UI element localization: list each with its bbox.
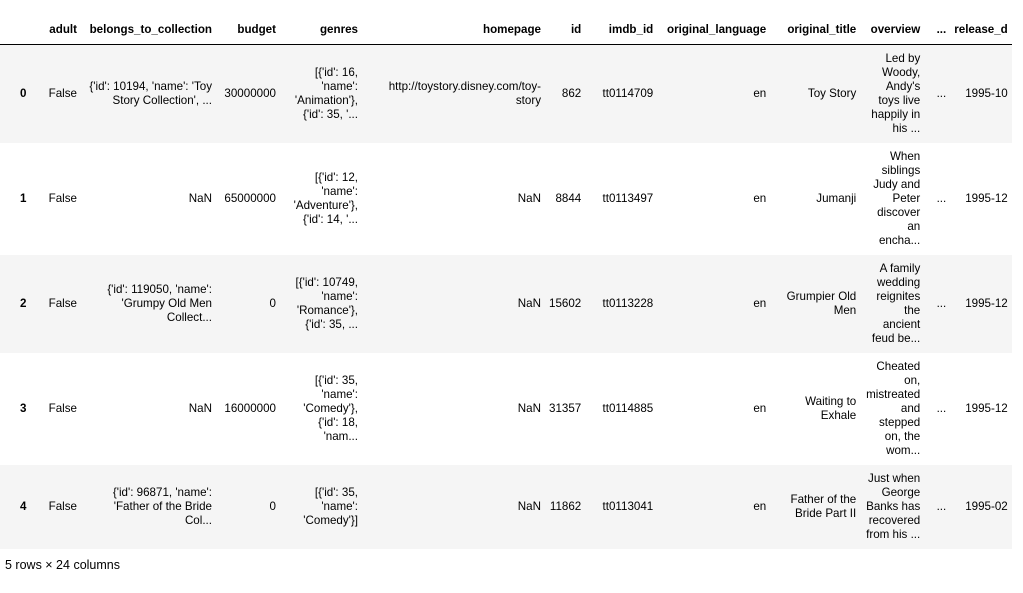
column-header-genres: genres xyxy=(280,16,362,45)
cell-id: 15602 xyxy=(545,255,585,353)
cell-homepage: NaN xyxy=(362,465,545,549)
cell-original-language: en xyxy=(657,45,770,143)
cell-id: 11862 xyxy=(545,465,585,549)
cell-original-title: Father of the Bride Part II xyxy=(770,465,860,549)
cell-overview: When siblings Judy and Peter discover an encha... xyxy=(860,143,924,255)
column-header-belongs-to-collection: belongs_to_collection xyxy=(81,16,216,45)
cell-adult: False xyxy=(36,255,81,353)
cell-adult: False xyxy=(36,143,81,255)
column-header-homepage: homepage xyxy=(362,16,545,45)
row-index: 4 xyxy=(0,465,36,549)
cell-original-title: Waiting to Exhale xyxy=(770,353,860,465)
table-row xyxy=(0,255,1012,353)
column-header-imdb-id: imdb_id xyxy=(585,16,657,45)
cell-budget: 16000000 xyxy=(216,353,280,465)
index-header xyxy=(0,16,36,45)
cell-release-date: 1995-10 xyxy=(950,45,1012,143)
cell-genres: [{'id': 35, 'name': 'Comedy'}, {'id': 18, 'nam... xyxy=(280,353,362,465)
cell-adult: False xyxy=(36,353,81,465)
cell-belongs-to-collection: {'id': 119050, 'name': 'Grumpy Old Men Collect... xyxy=(81,255,216,353)
cell-genres: [{'id': 12, 'name': 'Adventure'}, {'id': 14, '... xyxy=(280,143,362,255)
cell-genres: [{'id': 16, 'name': 'Animation'}, {'id': 35, '... xyxy=(280,45,362,143)
table-row xyxy=(0,465,1012,549)
table-row xyxy=(0,45,1012,143)
cell-budget: 65000000 xyxy=(216,143,280,255)
cell-id: 8844 xyxy=(545,143,585,255)
cell-original-title: Jumanji xyxy=(770,143,860,255)
column-header-original-language: original_language xyxy=(657,16,770,45)
cell-id: 31357 xyxy=(545,353,585,465)
cell-ellipsis: ... xyxy=(924,353,950,465)
cell-original-language: en xyxy=(657,465,770,549)
cell-release-date: 1995-02 xyxy=(950,465,1012,549)
column-header-overview: overview xyxy=(860,16,924,45)
cell-overview: Led by Woody, Andy's toys live happily in his ... xyxy=(860,45,924,143)
cell-homepage: NaN xyxy=(362,353,545,465)
dataframe-table xyxy=(0,16,1012,549)
cell-original-language: en xyxy=(657,255,770,353)
cell-budget: 30000000 xyxy=(216,45,280,143)
row-index: 3 xyxy=(0,353,36,465)
cell-budget: 0 xyxy=(216,465,280,549)
cell-genres: [{'id': 10749, 'name': 'Romance'}, {'id': 35, ... xyxy=(280,255,362,353)
cell-imdb-id: tt0114885 xyxy=(585,353,657,465)
cell-overview: Cheated on, mistreated and stepped on, the wom... xyxy=(860,353,924,465)
cell-original-language: en xyxy=(657,353,770,465)
cell-adult: False xyxy=(36,45,81,143)
table-row xyxy=(0,143,1012,255)
cell-original-title: Grumpier Old Men xyxy=(770,255,860,353)
cell-belongs-to-collection: {'id': 96871, 'name': 'Father of the Bride Col... xyxy=(81,465,216,549)
cell-homepage: NaN xyxy=(362,143,545,255)
column-header-release-date: release_d xyxy=(950,16,1012,45)
row-index: 0 xyxy=(0,45,36,143)
cell-belongs-to-collection: NaN xyxy=(81,143,216,255)
cell-imdb-id: tt0113041 xyxy=(585,465,657,549)
cell-overview: Just when George Banks has recovered from his ... xyxy=(860,465,924,549)
cell-original-language: en xyxy=(657,143,770,255)
cell-id: 862 xyxy=(545,45,585,143)
cell-imdb-id: tt0113497 xyxy=(585,143,657,255)
cell-original-title: Toy Story xyxy=(770,45,860,143)
cell-adult: False xyxy=(36,465,81,549)
cell-budget: 0 xyxy=(216,255,280,353)
cell-imdb-id: tt0114709 xyxy=(585,45,657,143)
cell-ellipsis: ... xyxy=(924,45,950,143)
column-header-adult: adult xyxy=(36,16,81,45)
cell-homepage: NaN xyxy=(362,255,545,353)
row-index: 1 xyxy=(0,143,36,255)
cell-belongs-to-collection: {'id': 10194, 'name': 'Toy Story Collection', ... xyxy=(81,45,216,143)
cell-release-date: 1995-12 xyxy=(950,143,1012,255)
header-row xyxy=(0,16,1012,45)
table-shape-summary: 5 rows × 24 columns xyxy=(5,558,120,572)
row-index: 2 xyxy=(0,255,36,353)
cell-imdb-id: tt0113228 xyxy=(585,255,657,353)
cell-ellipsis: ... xyxy=(924,255,950,353)
cell-homepage: http://toystory.disney.com/toy-story xyxy=(362,45,545,143)
column-header-id: id xyxy=(545,16,585,45)
column-header-original-title: original_title xyxy=(770,16,860,45)
cell-belongs-to-collection: NaN xyxy=(81,353,216,465)
cell-release-date: 1995-12 xyxy=(950,255,1012,353)
cell-ellipsis: ... xyxy=(924,465,950,549)
column-header-budget: budget xyxy=(216,16,280,45)
column-header-ellipsis: ... xyxy=(924,16,950,45)
cell-overview: A family wedding reignites the ancient feud be... xyxy=(860,255,924,353)
cell-ellipsis: ... xyxy=(924,143,950,255)
cell-genres: [{'id': 35, 'name': 'Comedy'}] xyxy=(280,465,362,549)
table-row xyxy=(0,353,1012,465)
cell-release-date: 1995-12 xyxy=(950,353,1012,465)
